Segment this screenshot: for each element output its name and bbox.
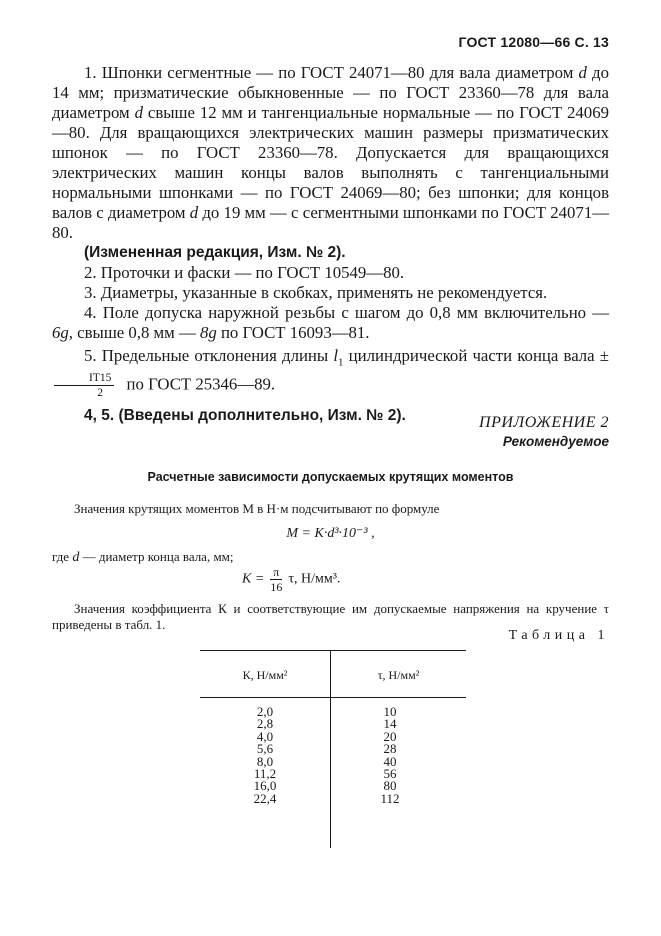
note-3: 3. Диаметры, указанные в скобках, применять не рекомендуется. bbox=[84, 283, 548, 302]
table-cell: 28 bbox=[383, 741, 397, 757]
table-cell: 11,2 bbox=[253, 765, 277, 781]
table-cell: 80 bbox=[383, 778, 397, 794]
it15-fraction: $\frac{IT15}{2}$ bbox=[54, 372, 114, 399]
table-caption: Таблица 1 bbox=[508, 628, 609, 643]
note-1: 1. Шпонки сегментные — по ГОСТ 24071—80 для вала диаметром d до 14 мм; призматические обыкновенные — по ГОСТ 23360—78 для вала диаметром d свыше 12 мм и тангенциальные нормальные — по ГОСТ 24069—80. Для вращающихся электрических машин размеры призматических шпонок — по ГОСТ 23360—78. Допускается для вращающихся электрических машин концы валов выполнять с тангенциальными нормальными шпонками — по ГОСТ 24069—80; без шпонки; для концов валов с диаметром d до 19 мм — с сегментными шпонками по ГОСТ 24071—80. bbox=[52, 63, 609, 242]
appendix-title: ПРИЛОЖЕНИЕ 2 bbox=[479, 414, 609, 431]
table-header-tau: τ, Н/мм² bbox=[377, 668, 420, 682]
table-column-tau bbox=[355, 706, 425, 805]
table-cell: 2,0 bbox=[256, 704, 274, 719]
table-header-rule bbox=[200, 697, 466, 698]
notes-block bbox=[52, 63, 609, 426]
table-cell: 16,0 bbox=[253, 778, 277, 794]
paragraph-torque: Значения крутящих моментов М в Н·м подсчитывают по формуле bbox=[74, 501, 440, 516]
table-column-k bbox=[230, 706, 300, 805]
paragraph-where: где d — диаметр конца вала, мм; bbox=[52, 549, 234, 565]
note-4: 4. Поле допуска наружной резьбы с шагом до 0,8 мм включительно — 6g, свыше 0,8 мм — 8g по ГОСТ 16093—81. bbox=[52, 303, 609, 342]
table-1 bbox=[200, 650, 466, 848]
added-note: 4, 5. (Введены дополнительно, Изм. № 2). bbox=[84, 407, 406, 425]
page-header: ГОСТ 12080—66 С. 13 bbox=[458, 34, 609, 50]
change-note: (Измененная редакция, Изм. № 2). bbox=[84, 244, 346, 261]
table-cell: 22,4 bbox=[253, 790, 277, 806]
note-2: 2. Проточки и фаски — по ГОСТ 10549—80. bbox=[84, 263, 405, 282]
paragraph-coefficient: Значения коэффициента К и соответствующие им допускаемые напряжения на кручение τ приведены в табл. 1. bbox=[52, 601, 609, 632]
table-cell: 8,0 bbox=[256, 753, 274, 769]
table-cell: 20 bbox=[383, 728, 397, 744]
table-header-k: К, Н/мм² bbox=[242, 668, 288, 682]
note-5: 5. Предельные отклонения длины $l_1$ цилиндрической части конца вала ± $\frac{IT15}{2}$ по ГОСТ 25346—89. bbox=[52, 346, 609, 399]
table-cell: 10 bbox=[383, 704, 397, 719]
table-top-rule bbox=[200, 650, 466, 651]
table-cell: 14 bbox=[383, 716, 397, 732]
table-cell: 2,8 bbox=[256, 716, 274, 732]
table-cell: 5,6 bbox=[256, 741, 274, 757]
table-cell: 40 bbox=[383, 753, 397, 769]
pi-fraction: $\frac{\pi}{16}$ bbox=[270, 565, 283, 594]
formula-torque: M = K·d³·10⁻³ , bbox=[286, 526, 375, 541]
table-cell: 4,0 bbox=[256, 728, 274, 744]
formula-coefficient: K = $\frac{\pi}{16}$ τ, Н/мм³. bbox=[242, 565, 341, 594]
appendix-subtitle: Рекомендуемое bbox=[502, 434, 609, 449]
section-title: Расчетные зависимости допускаемых крутящих моментов bbox=[147, 470, 514, 484]
table-cell: 56 bbox=[383, 765, 397, 781]
table-cell: 112 bbox=[380, 790, 400, 806]
